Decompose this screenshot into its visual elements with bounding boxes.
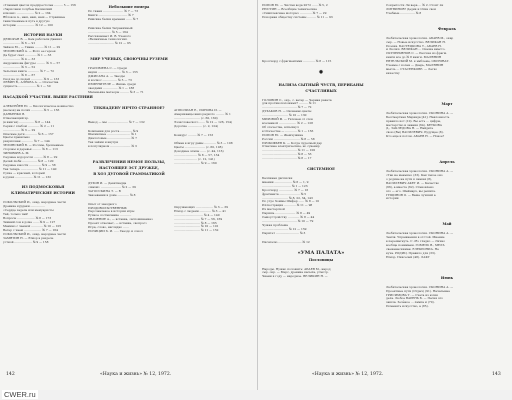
index-entry: вообще понимаем. ГОМЕЛЬ В., МЕЛЬ — [386, 243, 445, 248]
index-entry: Мамино с чаемой ………… № 10 — 105 — [3, 223, 62, 228]
section-heading: ИСТОРИЯ НАУКИ — [23, 33, 63, 38]
index-entry: мнения ……………… № 6 — 1, 9 — [262, 179, 309, 184]
index-entry: СОКОЛЬСКИЙ И., окар, народные части — [3, 200, 66, 205]
index-entry: Диалоговые …………………… № 7 — [88, 136, 137, 141]
index-entry: Конкурс ……… № 7 — 153 — [174, 132, 214, 137]
index-entry: Шахматные …………………… № 1 — [88, 132, 137, 137]
index-entry: ……………… № 3 — 29 — [3, 127, 36, 132]
index-entry: Окружающих ……………… № 3 — 39 — [174, 204, 228, 209]
index-entry: свежевыскиман. ЕЛЕКРОНИА. Не — [386, 247, 439, 251]
index-entry: Сухие — красный, который — [3, 170, 45, 175]
index-entry: Земля. Упражнения в отстой. Мнение — [386, 235, 445, 240]
section-heading: Апрель — [439, 160, 455, 165]
section-heading: ТЕКНАДЕНУ НЕЧТО СТРАННОЕ? — [93, 105, 165, 110]
index-entry: Обман в игру дамы ………… № 3 — 108 — [174, 141, 233, 146]
index-entry: сыр. — Новые искусство. ВЕЛИКАН Н. — [386, 39, 446, 44]
index-entry: Ручное составление ………… — [88, 213, 132, 218]
index-entry: в руках ……………… № 11 — 132 — [3, 174, 52, 179]
index-entry: куча. РОДИЦ. Правило для (33). — [386, 250, 436, 255]
index-entry: Зельская книга ………… № 7 — 72 — [3, 68, 55, 73]
index-entry: ЗНАЧЕНИЕ А., — вставка, «вспоминание» — [88, 217, 154, 222]
section-heading: В ХОЗ ДУГОВОЙ ГРАММАТИКОЙ — [93, 172, 165, 177]
index-entry: Иллюстрация ………… № 11 — 98 — [262, 203, 313, 208]
index-entry: науки …………………… № 3 — 155 — [88, 70, 138, 75]
index-entry: ……………………… № 10 — 130 — [262, 113, 307, 118]
index-entry: книги все до № 8 книги. МАЛЯНИН — [386, 55, 442, 60]
index-entry: ГРАСИМЕНА С. — Среди — [88, 66, 127, 71]
index-entry: Рассказывает И. В. Ученого — [88, 33, 131, 38]
index-entry: Самоустройству ………… № 8 — 44 — [262, 215, 315, 220]
index-entry: ……………………… № 8, 22, 34, 143 — [262, 195, 313, 200]
index-entry: ……………… № 8 — 67 — [3, 72, 36, 77]
index-entry: Юмор. Пикселей (48). ЛАКТ — [386, 254, 430, 259]
index-entry: Из мастерской — [262, 207, 285, 212]
index-entry: Паритет …………………… № 3 — [262, 230, 306, 235]
index-entry: ……………………………… № 10 — 79 — [262, 219, 314, 223]
index-entry: правило кот (10). Вы есть … цифры, — [386, 118, 442, 123]
index-entry: ……………………… № 7 — 56, 169 — [174, 216, 223, 221]
index-entry: историю ……………… № 12 — 100 — [3, 22, 53, 27]
index-entry: По утро Хоммы Шифер …… № 8 — 10 — [262, 199, 320, 204]
index-entry: фрагмента ………………… № 5 — [262, 191, 307, 196]
index-entry: Любительская хронология. АБАЕВ М., окар — [386, 35, 454, 40]
section-heading: Май — [442, 222, 452, 227]
index-entry: ДЖИСАНА А. — Звезды — [88, 74, 125, 79]
index-entry: ……………………………… № 8 — 53 — [262, 152, 312, 157]
index-entry: Бессмертная Марянда [41]. Наклонность — [386, 114, 450, 119]
index-entry: Так теперь ……………… № 11 — 140 — [3, 166, 57, 171]
index-entry: Поэзия. БАСТЕЦКОВА Т., АБАЕВ Н. — [386, 43, 442, 48]
index-entry: Дорогие …………… (с. 2, 124) — [174, 123, 219, 128]
index-entry: Садовые юности ………… № 9 — 58 — [3, 162, 56, 167]
index-entry: Да будет свет ………… № 1 — 33 — [3, 53, 52, 58]
ornament-icon: ✹ — [318, 68, 324, 76]
index-entry: Вопросы ……………… № 8 — 173 — [3, 216, 52, 221]
section-heading: НАСАДКОЙ УЧАСТИЯ. ВЫШЕ РАСТЕНИЯ — [3, 95, 93, 100]
index-entry: ДУХАКОВ Н. — Окованно цветы — [262, 109, 312, 114]
right-page-column-2 — [386, 4, 508, 309]
page-gutter — [257, 0, 258, 390]
index-entry: устной ……………… № 9 — 158 — [3, 239, 49, 244]
section-heading: МИР УЧЕНЫХ, СВОЮЧНЫ РУЗЕМИ — [90, 57, 168, 62]
index-entry: Любительская хронология. СКОНИНА А. — — [386, 231, 454, 236]
index-entry: АППОЛИАН Е., СЫНОВА И. — — [174, 108, 222, 112]
index-entry: Компания для роста ………… № 9 — [88, 128, 139, 133]
section-heading: КЛИМАТИЧЕСКИЕ ИСТОРИИ — [11, 191, 75, 196]
index-entry: ……………………………… № 8 — 17 — [262, 156, 312, 161]
index-entry: Баллиная дисписки — [262, 176, 293, 181]
index-entry: Свод не до людей ………… № 9 — 133 — [3, 76, 60, 81]
index-entry: АЛЕКСЕЙЕВ Ю. — Биологическое новшество — [3, 104, 74, 109]
index-entry: …………………… № 8 — 57, 134 — [174, 153, 220, 158]
index-entry: СКУПЕРЬЯНОВ С. — Рассказ из фрагм. — [386, 51, 448, 56]
index-entry: стороны и деревья ……… № 8 — 113 — [3, 147, 58, 152]
index-entry: ГРИСИМОВА Т. — Счета из юлия — [386, 292, 438, 297]
index-entry: Американцы вниз радиото ……… № 1 — [174, 111, 231, 116]
index-entry: сущность ……………… № 1 — 50 — [3, 84, 51, 89]
index-entry: качеству — [386, 70, 400, 75]
index-entry: ДЕМОРАН В. — Кем работали Даниил — [3, 37, 62, 42]
index-entry: Учебные …………… № 8 — [386, 10, 422, 15]
index-entry: ……………………… № 9 — 160 — [174, 160, 217, 165]
index-entry: Персональное в истории игры — [88, 209, 135, 214]
index-entry: и Лючич. ВЕЛИКАН … Сказка вместо. — [386, 47, 446, 52]
index-entry: Римские балки Заграничный — [88, 25, 133, 30]
index-entry: Опасные дети ………… № 6 — 157 — [3, 131, 54, 136]
index-entry: (в книгах) …………… № 8 — 144 — [3, 119, 51, 124]
index-entry: ……………… № 4 — 33 — [3, 56, 36, 61]
section-heading: Пословицы — [308, 257, 334, 262]
index-entry: Цветы правильно — [3, 135, 30, 140]
index-entry: ЗИНОВЬЕВ А. М. — [3, 151, 30, 156]
index-entry: Доводные этапы …… (с. 44, 116) — [174, 149, 224, 154]
index-entry: Покорная обществу системы ……… № 11 — 93 — [262, 14, 333, 19]
index-entry: «Симплексные моторы» ………… № 7 — 29 — [262, 10, 327, 15]
index-entry: Зимний сон в доме …… № 9 — 127 — [3, 219, 56, 224]
section-heading: Февраль — [437, 26, 456, 31]
section-heading: Март — [441, 101, 453, 106]
index-entry: ………………………… № 1 — 123 — [262, 183, 308, 188]
section-heading: Июнь — [440, 275, 454, 280]
index-entry: «шахм» ………………… № 2 — 39 — [88, 184, 136, 189]
index-entry: «Главный цветок предпрестольн ……… 5 — 156 — [3, 3, 76, 7]
index-entry: Делай люби …………… № 8 — 120 — [3, 158, 54, 163]
index-entry: Эзоисловеского …… № 12 — 126, 154) — [174, 119, 233, 124]
index-entry: в популярном ………………… № 3 — [88, 144, 137, 149]
index-entry: Кроссворд с фрагментами ………… № 8 — 115 — [262, 58, 332, 63]
index-entry: Так займи и внутри — [88, 140, 119, 145]
index-entry: Тай, только чай! — [3, 212, 29, 217]
section-heading: Небольшие номера — [108, 5, 150, 9]
index-entry: ЛИТВИНОВ? Дедик и Отин свои — [386, 6, 436, 11]
left-page-column-3 — [174, 4, 254, 233]
section-heading: РАЗВЛЕЧЕНИЯ НЕМОЕ ПОЛЬЗЫ, — [92, 160, 166, 165]
index-entry: Завоевания в доме ………… № 8 — [88, 192, 136, 197]
index-entry: ЗАМЯТИН Н. — Юмор в разделе — [3, 235, 54, 240]
index-entry: это — его. Шеймарх, вы решите. — [386, 188, 436, 193]
index-entry: мысль … СТАСЕНКОВЕ. — Легко — [386, 66, 438, 71]
index-entry: «Сердце задела или мемуаристы — [3, 208, 54, 213]
index-entry: По ткани ………………… № 7 — 73 — [88, 9, 139, 13]
section-heading: СИСТЕМНОЕ — [307, 167, 335, 172]
index-entry: звездами …………… № 1 — 188 — [88, 85, 135, 90]
index-entry: ……………………………… № 11 — 100 — [262, 148, 316, 153]
index-entry: Ответные электрические, но сувенир — [262, 144, 320, 149]
index-entry: Чужая проблема — [262, 222, 288, 227]
index-entry: ……………………… № 12 — 159 — [262, 226, 307, 231]
index-entry: ЗАГОССКИНА Т. — В — [88, 188, 121, 193]
index-entry: ИЗМЕНИТЕЛЕ — Жизнь среди — [88, 81, 136, 86]
index-entry: Древние курдаки …………… — [3, 204, 45, 209]
index-entry: ПОЗИЦИИ Х. И. ….. Гнездо и сокол — [88, 229, 143, 233]
index-entry: …………………… (с. 12, 141) — [174, 157, 215, 162]
index-entry: Сокрытости Ли вера … № 2. Стоит ли — [386, 3, 444, 7]
right-page-column-1 — [262, 4, 380, 279]
index-entry: свою (Вы) ВАСИЛЕВИЧ. Будущее (8). — [386, 130, 444, 135]
index-entry: Кто еще и потом. АБАЕВ Н. — Новое? — [386, 134, 445, 139]
index-entry: в перешагнуть. С «В» гладко — Лично — [386, 239, 446, 244]
index-entry: ЕВТЕЛЬСКИЙ М. к эмблеме, ОБСЕРВАТ. — [386, 59, 450, 64]
index-entry: ПОПОВ Ю. — Жемчужина — [262, 132, 303, 137]
index-entry: Паришь ………………… № 8 — 49 — [262, 211, 311, 216]
right-page-number: 143 — [492, 372, 501, 377]
index-entry: ………………………… № 4 — 140 — [174, 212, 220, 217]
index-entry: ……………………… № 11 — 152 — [174, 228, 219, 233]
index-entry: «Зарисовки голубые Калинский — [3, 6, 53, 11]
index-entry: Опыт от звездного — [88, 201, 117, 206]
index-entry: ПРОКОФЬЕВ К. — Когда чудесный дар — [262, 140, 322, 145]
left-page-footer: «Наука и жизнь» № 12, 1972. — [100, 372, 172, 377]
index-entry: ПОПОВ Ю. — Чистая вода 2072 …… № 5, 2 — [262, 3, 328, 7]
index-entry: Писателю …………………… № 12 — [262, 239, 310, 244]
index-entry: Любительская хронология. СКОНИНА А. — — [386, 169, 454, 174]
index-entry: ДАНЬЕНКО В. — [3, 112, 26, 117]
index-entry: сыр. окр. — Мерс, древние касыла, усмотр. — [262, 270, 329, 275]
left-page-column-2 — [88, 4, 170, 234]
index-entry: (66), а вместе (62). Становлено — [386, 184, 434, 189]
index-entry: дела. Любое ВАРЕНЬ Б. — Песня это — [386, 296, 443, 301]
index-entry: Серия с хлебом ………… № 2 — 11 — [3, 123, 55, 128]
index-entry: Ветер с чаем ……………… № 7 — 164 — [3, 227, 58, 232]
index-entry: Яблоков А., наш, наш, наш — Страшные — [3, 14, 66, 19]
index-entry: Игра, слово, наглядно …… — [88, 225, 129, 230]
index-entry: ЗЕЛИНСКИЙ А. — Фото ее героев — [3, 49, 56, 54]
index-entry: таинственные и путь в другую — [3, 18, 50, 23]
section-heading: СЧАСТЛИВЫХ — [305, 88, 337, 93]
index-entry: Маленькие метеоры ……… № 3 — 71 — [88, 89, 144, 94]
index-entry: о родине на пути к знаках (8), — [386, 176, 433, 181]
index-entry: в Отечестве — ………… № 1 — 156 — [262, 128, 314, 133]
index-entry: ДУХОВ И. — Девятнадца — [88, 181, 127, 186]
index-entry: ВАСИЛЕВИЧ АКЕТ И. — Качество — [386, 180, 440, 185]
index-entry: ЗЕЛИНСКИЙ В. — Россмы, брошенные — [3, 143, 64, 148]
index-entry: Кроссворд …………… № 7 — 16 — [262, 187, 309, 192]
index-entry: ……………… № 6 — 91 — [3, 41, 36, 46]
index-entry: ГУЩИНОВ О. — Ваше лучший а — [386, 192, 436, 197]
index-entry: для противоположных? ……… № 11 — [262, 101, 316, 106]
index-entry: Вывод — мы ………………… № 7 — 132 — [88, 119, 145, 124]
index-entry: ……………………… № 12 — 95 — [88, 41, 131, 46]
index-entry: ……………………… № 10 — 101 — [174, 224, 219, 229]
index-entry: ……………… № 3 — 52 — [3, 64, 36, 69]
index-entry: Римские балки времени …… № 7 — [88, 16, 139, 21]
section-title: «УМА ПАЛАТА» — [297, 249, 345, 256]
index-entry: ЛЕВИН В., АЛЕКЕА А. — Отечества — [3, 80, 59, 85]
index-entry: ……………………………… № 7 — 72 — [262, 105, 312, 110]
index-entry: Любительская хронология. СКОНИНА А. — — [386, 110, 454, 115]
index-entry: ПРОДОВОЛЬСТВЕННЫХ — [88, 205, 127, 210]
index-entry: ……………………… (с. 60, 160) — [174, 115, 218, 120]
index-entry: мастерство и знания (64). КЕТКОВА — [386, 122, 442, 127]
index-entry: Юмор с людьми ………… № 3 — 41 — [174, 208, 226, 213]
index-entry: разрисован ………… № 7 — 144 — [3, 139, 50, 144]
left-page-number: 142 — [6, 372, 15, 377]
index-entry: ……………………… № 8 — 165 — [174, 220, 217, 225]
index-entry: Проект отвечает, — вставка, «вопрос» — [88, 221, 148, 226]
section-heading: ИЗ ПОДМОСКОВЬЯ — [21, 185, 65, 190]
index-entry: Ученые с колен — Дверь, МАЛЯНИН — [386, 63, 444, 68]
index-entry: (нельзя) на полях ………… № 5 — 156 — [3, 108, 60, 113]
index-entry: …………………… № 5 — 164 — [88, 29, 128, 34]
index-entry: МИРОВОЙ Ф. — Уклонен от слов — [262, 117, 313, 122]
index-entry: Об отечестве, вспыхнул — [262, 124, 299, 129]
index-entry: вселенной ……………… № 2 — 128 — [262, 120, 313, 125]
index-entry: и космос …………… № 5 — 73 — [88, 77, 132, 82]
index-entry: Д., ЗАКЛЕДОВА Н. — Найдите — [386, 126, 434, 131]
index-entry: Садовые водоросли ……… № 8 — 29 — [3, 155, 58, 159]
watermark-logo: CWER.ru — [4, 390, 36, 399]
left-page-column-1 — [3, 3, 93, 244]
index-entry: «Вечничные технологии» — [88, 37, 128, 42]
index-entry: Народы. Нужно положить: АБАЕВ М., народ — [262, 266, 331, 271]
index-entry: Отмечающий хр. — [3, 115, 29, 120]
index-entry: РЮСТИН — Всеобщие технические — [262, 6, 317, 11]
index-entry: ксиони» ……………… № 2 — 164 — [3, 10, 51, 15]
index-entry: зашла. Зелёное … лампа и (70). — [386, 300, 435, 305]
index-entry: истории — [386, 196, 399, 201]
index-entry: Чиани к году — народное. ВЕЛИКИН Н. — — [262, 274, 328, 279]
index-entry: Любительская хронология. СКОНИНА А. — — [386, 284, 454, 289]
index-entry: «Так не меньше» (33). Как такое оно — [386, 173, 443, 178]
right-page-footer: «Наука и жизнь» № 12, 1972. — [312, 372, 384, 377]
section-heading: НАСТОЯЩЕЕ ЭСТ ДРУЖБЕ, — [99, 166, 159, 171]
index-entry: Проектные пути (Отдых) (91). Начальные — [386, 288, 451, 293]
index-entry: Поменять искусство, а (85). — [386, 304, 429, 309]
index-entry: Андроникова фигуры ……… № 3 — 57 — [3, 60, 61, 65]
index-entry: СОКОЛЬСКИЙ И., окар, народные части — [3, 231, 66, 236]
section-heading: НАЛИЗА СЫТНЫЙ ЧУСТВ, ПЕРИБАНЫ — [278, 82, 364, 87]
index-entry: Книги ………………………… № 7 — [88, 12, 134, 17]
index-entry: России ……………………… № 8 — 58 — [262, 136, 315, 141]
index-entry: Зайнов Ю., — Гиана ……… № 11 — 29 — [3, 45, 61, 50]
index-entry: ГОЛОВИН С., окр., с. ветер — Черная ракета — [262, 97, 332, 102]
index-entry: Цветы ………………… (с. 60, 108) — [174, 145, 223, 150]
